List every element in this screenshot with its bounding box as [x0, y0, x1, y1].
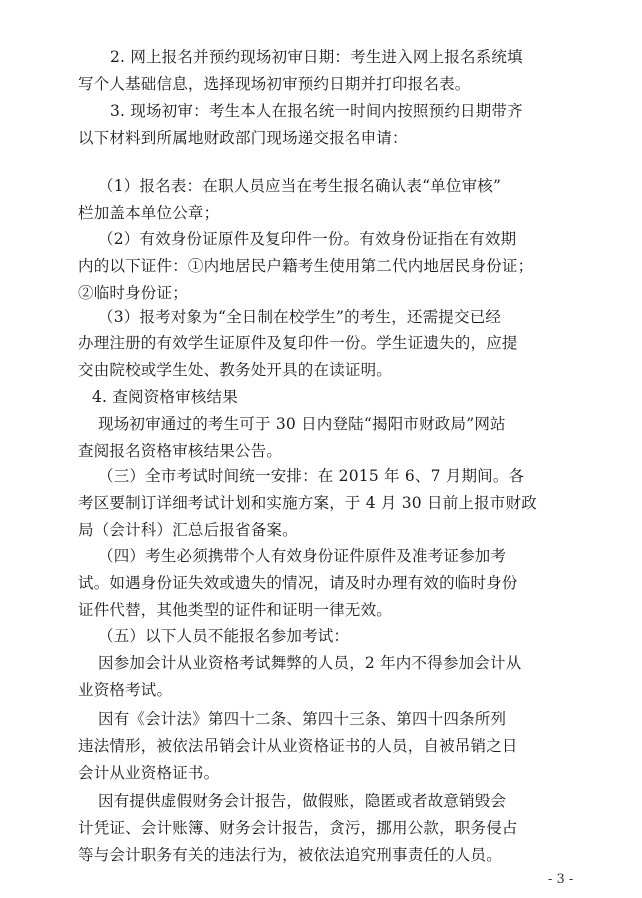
sub-2-line-1: （2）有效身份证原件及复印件一份。有效身份证指在有效期 — [98, 230, 517, 248]
section-5-para-3-line-3: 等与会计职务有关的违法行为，被依法追究刑事责任的人员。 — [78, 846, 502, 864]
section-5-para-3-line-2: 计凭证、会计账簿、财务会计报告，贪污，挪用公款，职务侵占 — [78, 819, 518, 837]
section-5-para-2-line-2: 违法情形，被依法吊销会计从业资格证书的人员，自被吊销之日 — [78, 737, 518, 755]
sub-3-line-2: 办理注册的有效学生证原件及复印件一份。学生证遗失的，应提 — [78, 334, 518, 352]
sub-2-line-2: 内的以下证件：①内地居民户籍考生使用第二代内地居民身份证； — [78, 257, 534, 275]
item-3-line-1: 3. 现场初审：考生本人在报名统一时间内按照预约日期带齐 — [110, 102, 523, 120]
section-5-para-2-line-3: 会计从业资格证书。 — [78, 764, 220, 782]
sub-2-line-3: ②临时身份证； — [78, 284, 188, 302]
item-3-line-2: 以下材料到所属地财政部门现场递交报名申请： — [78, 129, 408, 147]
page-number: - 3 - — [548, 872, 574, 887]
sub-1-line-2: 栏加盖本单位公章； — [78, 204, 220, 222]
item-4-line-2: 查阅报名资格审核结果公告。 — [78, 442, 283, 460]
section-5-para-2-line-1: 因有《会计法》第四十二条、第四十三条、第四十四条所列 — [98, 710, 507, 728]
sub-3-line-1: （3）报考对象为“全日制在校学生”的考生，还需提交已经 — [98, 308, 502, 326]
section-4-line-2: 试。如遇身份证失效或遗失的情况，请及时办理有效的临时身份 — [78, 574, 518, 592]
item-2-line-2: 写个人基础信息，选择现场初审预约日期并打印报名表。 — [78, 75, 471, 93]
section-5-para-3-line-1: 因有提供虚假财务会计报告，做假账，隐匿或者故意销毁会 — [98, 792, 507, 810]
sub-3-line-3: 交由院校或学生处、教务处开具的在读证明。 — [78, 361, 393, 379]
section-5-para-1-line-1: 因参加会计从业资格考试舞弊的人员，2 年内不得参加会计从 — [98, 654, 522, 672]
section-3-line-1: （三）全市考试时间统一安排：在 2015 年 6、7 月期间。各 — [98, 467, 525, 485]
item-4-line-1: 现场初审通过的考生可于 30 日内登陆“揭阳市财政局”网站 — [98, 415, 506, 433]
section-4-line-3: 证件代替，其他类型的证件和证明一律无效。 — [78, 601, 393, 619]
section-5-heading: （五）以下人员不能报名参加考试： — [98, 627, 350, 645]
section-3-line-2: 考区要制订详细考试计划和实施方案，于 4 月 30 日前上报市财政 — [78, 494, 537, 512]
section-4-line-1: （四）考生必须携带个人有效身份证件原件及准考证参加考 — [98, 547, 507, 565]
section-5-para-1-line-2: 业资格考试。 — [78, 681, 173, 699]
item-4-heading: 4. 查阅资格审核结果 — [92, 388, 238, 406]
item-2-line-1: 2. 网上报名并预约现场初审日期：考生进入网上报名系统填 — [110, 48, 523, 66]
sub-1-line-1: （1）报名表：在职人员应当在考生报名确认表“单位审核” — [98, 177, 502, 195]
section-3-line-3: 局（会计科）汇总后报省备案。 — [78, 521, 298, 539]
